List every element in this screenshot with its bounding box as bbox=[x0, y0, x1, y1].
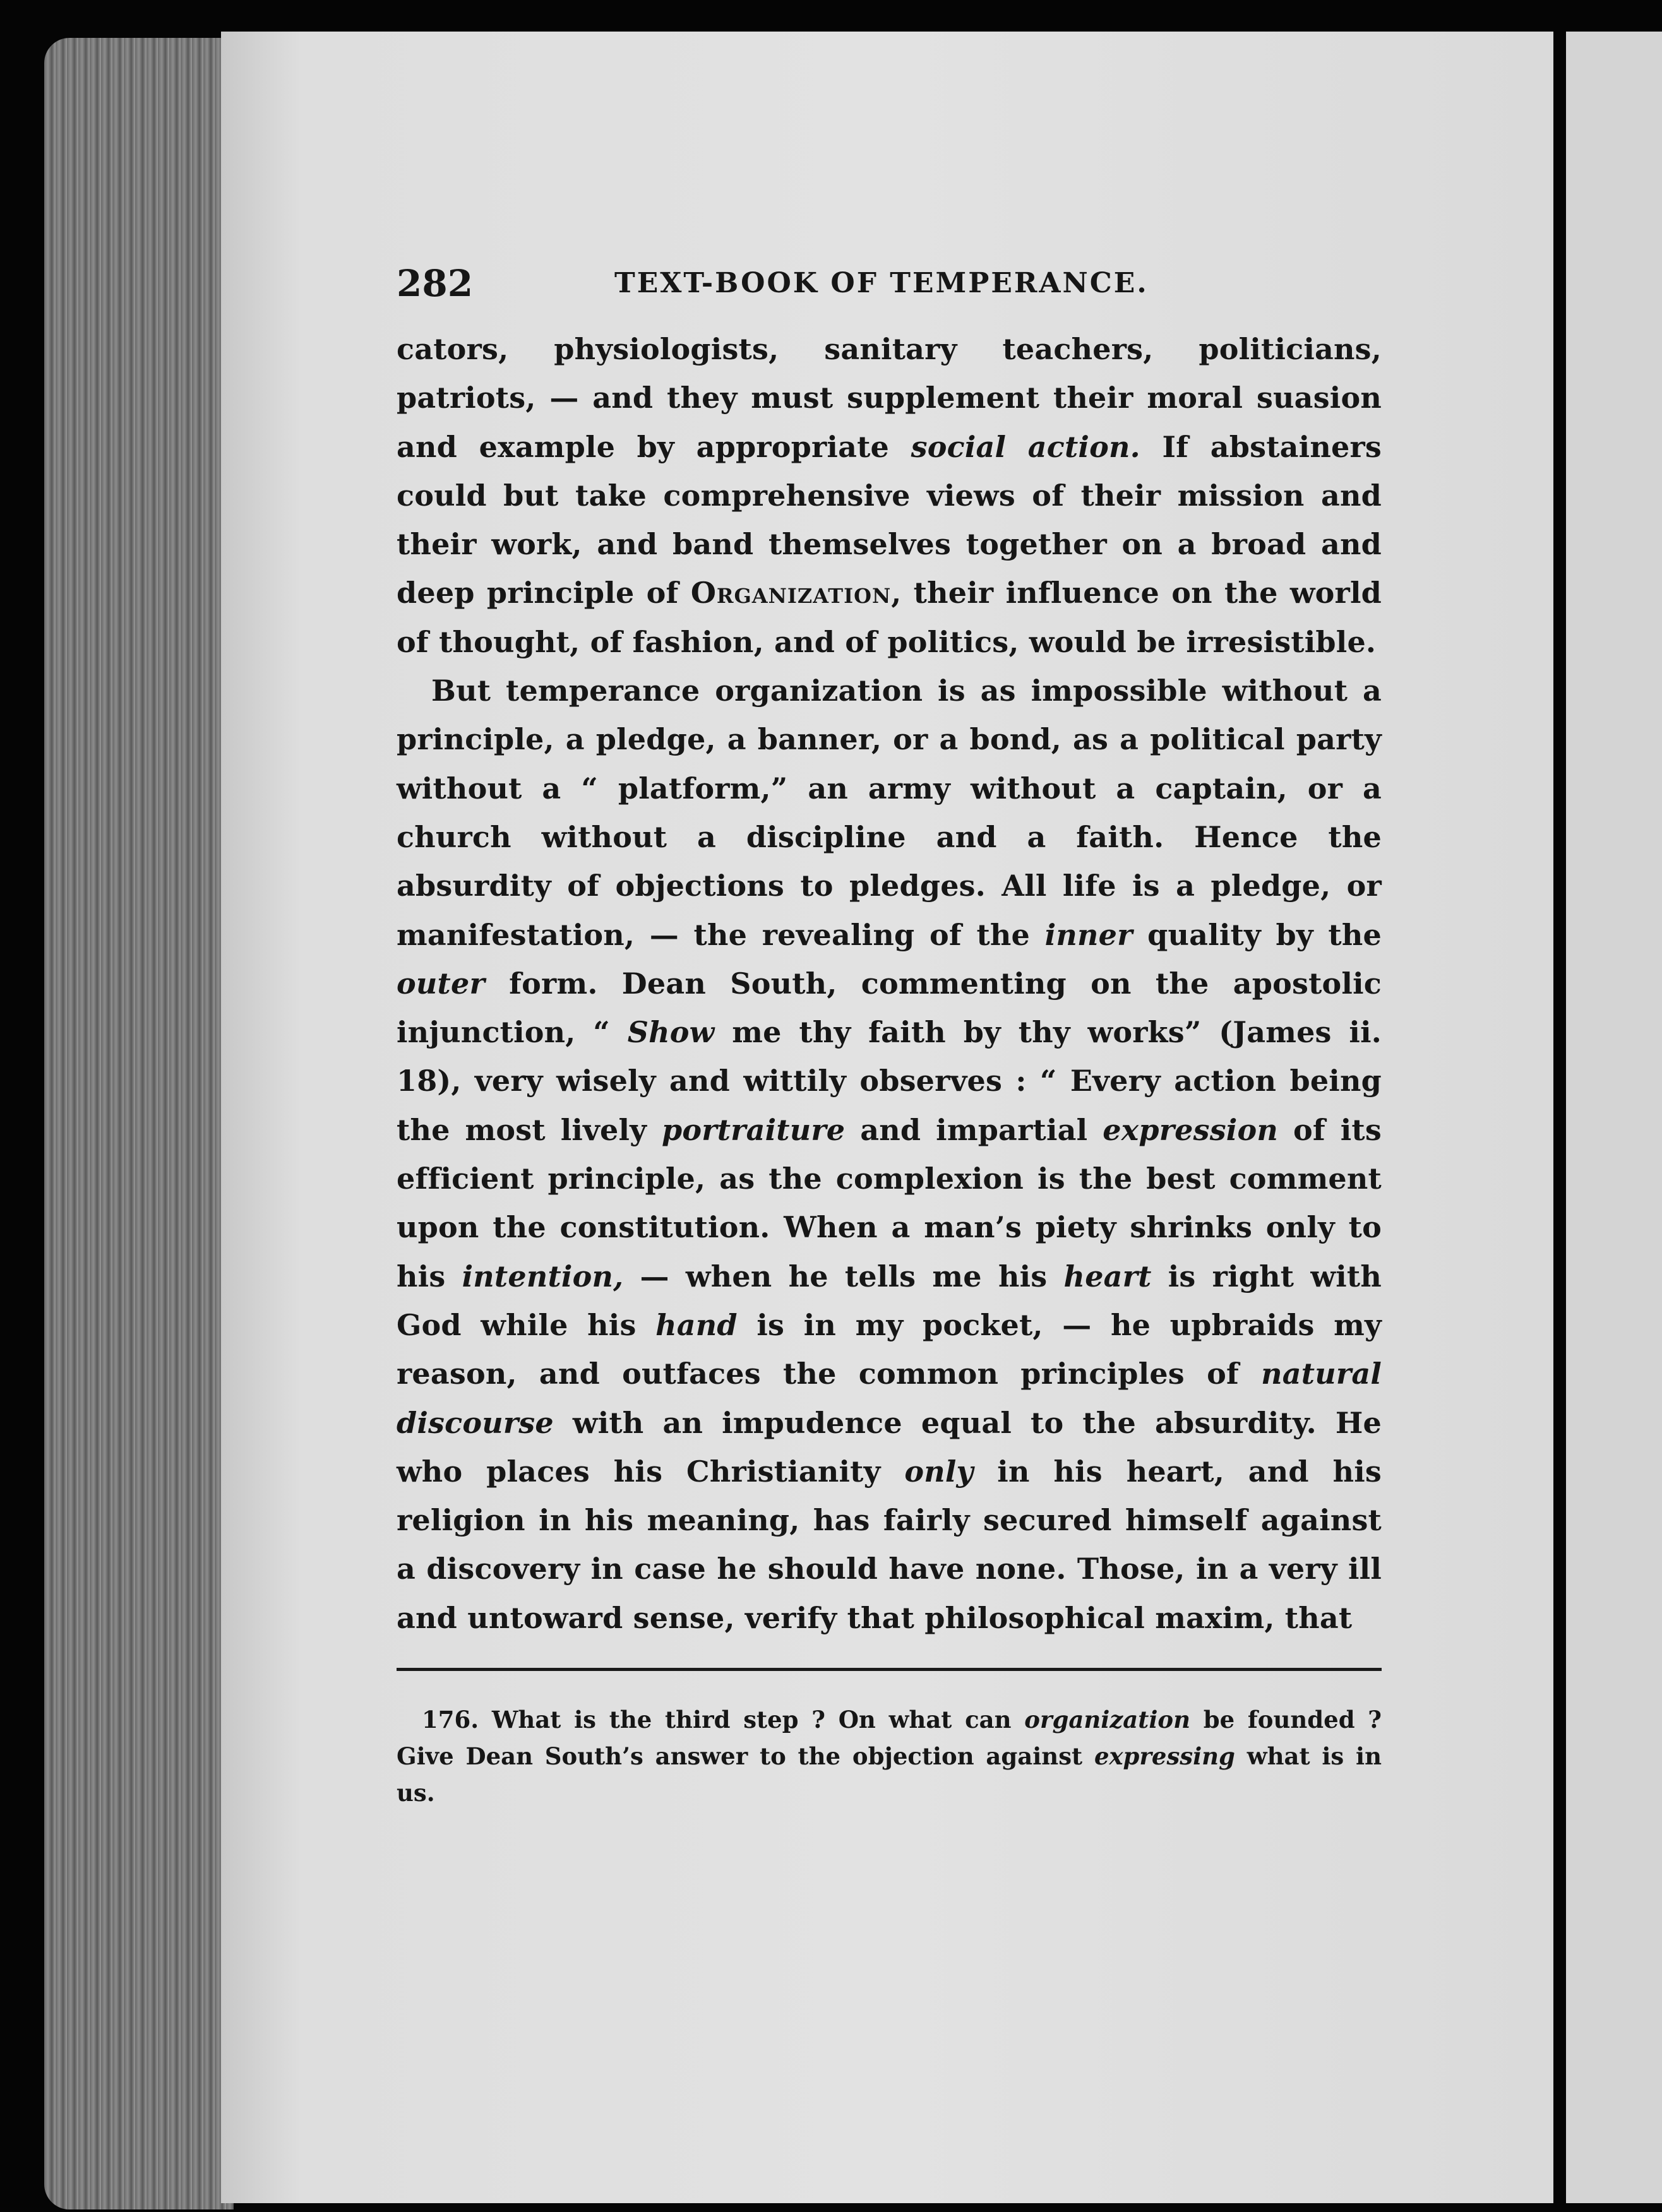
text-run: — when he tells me his bbox=[623, 1259, 1064, 1293]
italic-run: organization bbox=[1024, 1706, 1190, 1734]
smallcaps-run: Organization bbox=[690, 576, 892, 610]
italic-run: outer bbox=[397, 966, 485, 1001]
italic-run: natural discourse bbox=[397, 1357, 1382, 1440]
paragraph-1 bbox=[397, 325, 1382, 667]
paragraph-2 bbox=[397, 667, 1382, 1643]
italic-run: expressing bbox=[1094, 1742, 1235, 1771]
italic-run: social action. bbox=[911, 429, 1140, 464]
italic-run: only bbox=[904, 1454, 974, 1489]
italic-run: intention, bbox=[462, 1259, 624, 1293]
text-run: , their influence on the world of thought, of fashion, and of politics, would be irresistible. bbox=[397, 576, 1382, 659]
text-run: If abstainers could but take comprehensive views of their mission and their work, and band themselves together on a broad and deep principle of bbox=[397, 429, 1382, 610]
text-run: and impartial bbox=[845, 1112, 1103, 1147]
text-run: with an impudence equal to the absurdity. He who places his Christianity bbox=[397, 1405, 1382, 1489]
text-run: form. Dean South, commenting on the apostolic injunction, “ bbox=[397, 966, 1382, 1050]
text-run: But temperance organization is as impossible without a principle, a pledge, a banner, or a bond, as a political party without a “ platform,” an army without a captain, or a church without a discipline and a faith. Hence the absurdity of objections to pledges. All life is a pledge, or manifestation, — the revealing of the bbox=[397, 674, 1382, 952]
text-run: 176. What is the third step ? On what can bbox=[422, 1706, 1025, 1734]
footnote-divider bbox=[397, 1668, 1382, 1671]
running-head: TEXT-BOOK OF TEMPERANCE. bbox=[614, 267, 1149, 299]
italic-run: hand bbox=[655, 1307, 738, 1342]
text-run: of its efficient principle, as the complexion is the best comment upon the constitution. When a man’s piety shrinks only to his bbox=[397, 1112, 1382, 1293]
text-run: is in my pocket, — he upbraids my reason, and outfaces the common principles of bbox=[397, 1307, 1382, 1391]
italic-run: heart bbox=[1063, 1259, 1152, 1293]
text-run: what is in us. bbox=[397, 1742, 1382, 1807]
footnote-question bbox=[397, 1701, 1382, 1811]
italic-run: inner bbox=[1044, 917, 1133, 952]
page-content bbox=[397, 262, 1382, 1811]
text-run: be founded ? Give Dean South’s answer to the objection against bbox=[397, 1706, 1382, 1771]
book-page-edges bbox=[44, 38, 234, 2209]
italic-run: expression bbox=[1103, 1112, 1279, 1147]
footnote bbox=[397, 1701, 1382, 1811]
italic-run: portraiture bbox=[662, 1112, 846, 1147]
body-text bbox=[397, 325, 1382, 1643]
adjacent-page bbox=[1566, 32, 1662, 2203]
text-run: cators, physiologists, sanitary teachers, politicians, patriots, — and they must supplement their moral suasion and example by appropriate bbox=[397, 332, 1382, 464]
page-number: 282 bbox=[397, 262, 474, 305]
text-run: me thy faith by thy works” (James ii. 18), very wisely and wittily observes : “ Every action being the most lively bbox=[397, 1015, 1382, 1147]
text-run: is right with God while his bbox=[397, 1259, 1382, 1342]
text-run: quality by the bbox=[1132, 917, 1382, 952]
text-run: in his heart, and his religion in his meaning, has fairly secured himself against a discovery in case he should have none. Those, in a very ill and untoward sense, verify that philosophical maxim, that bbox=[397, 1454, 1382, 1635]
page-header bbox=[397, 262, 1382, 325]
italic-run: Show bbox=[627, 1015, 715, 1050]
